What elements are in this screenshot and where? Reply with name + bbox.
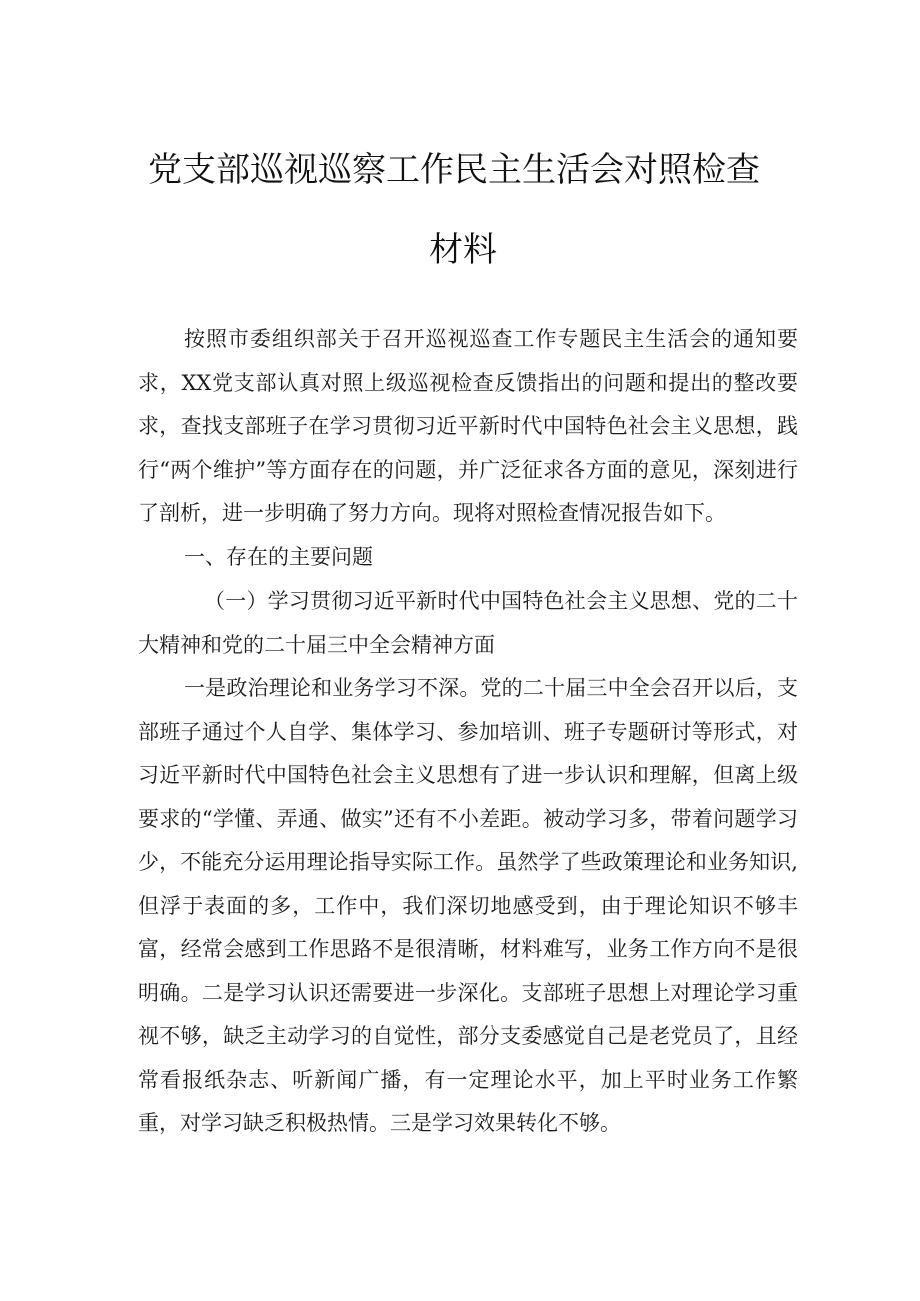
body-paragraph: 一是政治理论和业务学习不深。党的二十届三中全会召开以后，支部班子通过个人自学、集体学习、参加培训、班子专题研讨等形式，对习近平新时代中国特色社会主义思想有了进一步认识和理解，但离上级要求的“学懂、弄通、做实”还有不小差距。被动学习多，带着问题学习少，不能充分运用理论指导实际工作。虽然学了些政策理论和业务知识,但浮于表面的多，工作中，我们深切地感受到，由于理论知识不够丰富，经常会感到工作思路不是很清晰，材料难写，业务工作方向不是很明确。二是学习认识还需要进一步深化。支部班子思想上对理论学习重视不够，缺乏主动学习的自觉性，部分支委感觉自己是老党员了，且经常看报纸杂志、听新闻广播，有一定理论水平，加上平时业务工作繁重，对学习缺乏积极热情。三是学习效果转化不够。 bbox=[138, 676, 798, 1135]
document-title-line-1: 党支部巡视巡察工作民主生活会对照检查 bbox=[148, 150, 760, 190]
section-heading-1: 一、存在的主要问题 bbox=[184, 545, 373, 569]
intro-paragraph: 按照市委组织部关于召开巡视巡查工作专题民主生活会的通知要求，XX党支部认真对照上级巡视检查反馈指出的问题和提出的整改要求，查找支部班子在学习贯彻习近平新时代中国特色社会主义思想，践行“两个维护”等方面存在的问题，并广泛征求各方面的意见，深刻进行了剖析，进一步明确了努力方向。现将对照检查情况报告如下。 bbox=[138, 327, 798, 525]
document-title-line-2: 材料 bbox=[429, 230, 497, 270]
subsection-heading-1: （一）学习贯彻习近平新时代中国特色社会主义思想、党的二十大精神和党的二十届三中全会精神方面 bbox=[138, 589, 798, 657]
